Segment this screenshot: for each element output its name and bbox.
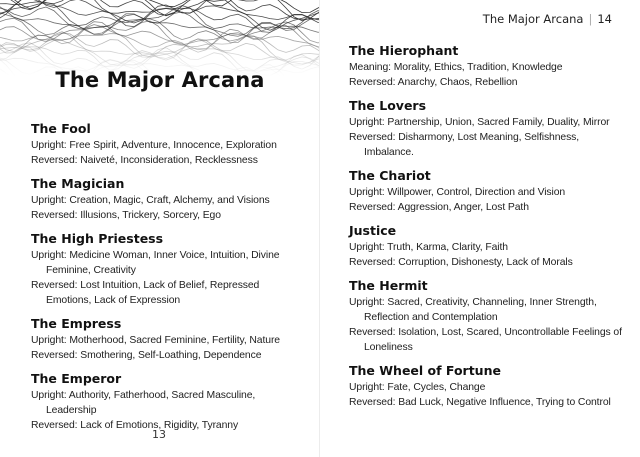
page-title: The Major Arcana (55, 68, 265, 92)
reversed-meaning: Reversed: Aggression, Anger, Lost Path (349, 202, 529, 213)
upright-meaning: Upright: Authority, Fatherhood, Sacred Masculine, Leadership (31, 390, 256, 416)
card-entry (349, 363, 631, 410)
running-head (483, 12, 612, 26)
card-entry (349, 168, 631, 215)
upright-meaning: Upright: Sacred, Creativity, Channeling, Inner Strength, Reflection and Contemplation (349, 297, 597, 323)
card-name: The Magician (31, 176, 125, 191)
card-name: Justice (349, 223, 397, 238)
topographic-line-art (0, 0, 320, 76)
running-head-title: The Major Arcana (482, 12, 584, 26)
reversed-meaning: Reversed: Lack of Emotions, Rigidity, Tyranny (31, 420, 239, 431)
reversed-meaning: Reversed: Illusions, Trickery, Sorcery, Ego (31, 210, 221, 221)
card-entry (31, 316, 301, 363)
reversed-meaning: Reversed: Anarchy, Chaos, Rebellion (349, 77, 518, 88)
card-name: The Hermit (349, 278, 428, 293)
card-entry (349, 43, 631, 90)
card-entry (31, 121, 301, 168)
card-name: The Empress (31, 316, 122, 331)
upright-meaning: Upright: Fate, Cycles, Change (349, 382, 486, 393)
card-entry (349, 223, 631, 270)
right-card-list (349, 43, 631, 418)
reversed-meaning: Reversed: Lost Intuition, Lack of Belief, Repressed Emotions, Lack of Expression (31, 280, 260, 306)
upright-meaning: Upright: Free Spirit, Adventure, Innocence, Exploration (31, 140, 277, 151)
upright-meaning: Upright: Partnership, Union, Sacred Family, Duality, Mirror (349, 117, 610, 128)
card-entry (31, 371, 301, 433)
right-page (320, 0, 640, 457)
upright-meaning: Upright: Motherhood, Sacred Feminine, Fertility, Nature (31, 335, 280, 346)
reversed-meaning: Reversed: Bad Luck, Negative Influence, Trying to Control (349, 397, 611, 408)
card-name: The Emperor (31, 371, 122, 386)
upright-meaning: Upright: Medicine Woman, Inner Voice, Intuition, Divine Feminine, Creativity (31, 250, 280, 276)
page-number: 14 (597, 12, 612, 26)
running-head-separator: | (588, 12, 593, 26)
reversed-meaning: Reversed: Corruption, Dishonesty, Lack of Morals (349, 257, 573, 268)
meaning: Meaning: Morality, Ethics, Tradition, Knowledge (349, 62, 563, 73)
card-name: The Lovers (349, 98, 427, 113)
card-name: The Fool (31, 121, 91, 136)
card-entry (349, 278, 631, 355)
upright-meaning: Upright: Willpower, Control, Direction and Vision (349, 187, 566, 198)
left-card-list (31, 121, 301, 441)
card-entry (349, 98, 631, 160)
card-name: The High Priestess (31, 231, 164, 246)
reversed-meaning: Reversed: Naiveté, Inconsideration, Recklessness (31, 155, 258, 166)
card-entry (31, 176, 301, 223)
card-name: The Hierophant (349, 43, 459, 58)
card-name: The Wheel of Fortune (349, 363, 501, 378)
page-number: 13 (152, 428, 166, 441)
card-name: The Chariot (349, 168, 431, 183)
upright-meaning: Upright: Creation, Magic, Craft, Alchemy, and Visions (31, 195, 270, 206)
reversed-meaning: Reversed: Smothering, Self-Loathing, Dependence (31, 350, 262, 361)
upright-meaning: Upright: Truth, Karma, Clarity, Faith (349, 242, 508, 253)
card-entry (31, 231, 301, 308)
reversed-meaning: Reversed: Isolation, Lost, Scared, Uncontrollable Feelings of Loneliness (349, 327, 622, 353)
reversed-meaning: Reversed: Disharmony, Lost Meaning, Selfishness, Imbalance. (349, 132, 580, 158)
